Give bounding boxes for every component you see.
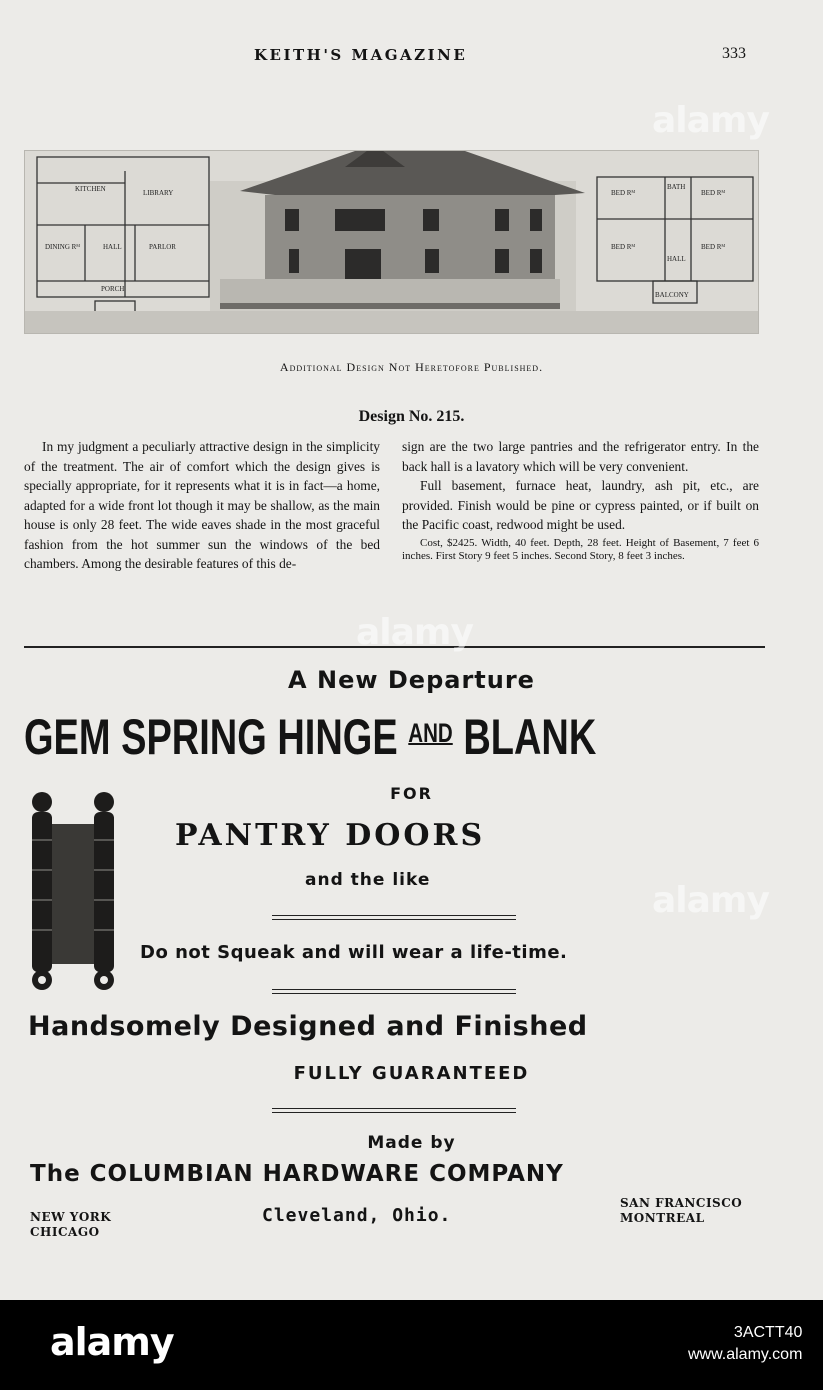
plan-label-bed-3: BED Rᴹ: [611, 243, 636, 251]
plan-label-upper-hall: HALL: [667, 255, 686, 263]
ad-rule: [272, 1108, 516, 1109]
ad-for: FOR: [390, 784, 433, 803]
ad-city: CHICAGO: [30, 1225, 100, 1239]
article-paragraph: In my judgment a peculiarly attractive design in the simplicity of the treatment. The air of comfort which the design gives is specially appropriate, for it represents what it is in fact—a home, adapted for a wide front lot though it may be shallow, as the main house is only 28 feet. The wide eaves shade in the most graceful fashion from the hot summer sun the windows of the bed chambers. Among the desirable features of this de-: [24, 439, 380, 571]
ad-city: NEW YORK: [30, 1210, 112, 1224]
ad-rule: [272, 919, 516, 920]
plan-label-porch: PORCH: [101, 285, 125, 293]
first-floor-plan: [37, 157, 209, 297]
ad-cities-right: [620, 1196, 742, 1226]
plan-label-library: LIBRARY: [143, 189, 174, 197]
plan-label-balcony: BALCONY: [655, 291, 689, 299]
article-column-2: [402, 437, 759, 563]
illustration-caption: Additional Design Not Heretofore Published.: [279, 360, 544, 374]
ad-product-part-1: GEM SPRING HINGE: [24, 709, 398, 765]
ad-city: MONTREAL: [620, 1211, 705, 1225]
article-paragraph: Full basement, furnace heat, laundry, ash pit, etc., are provided. Finish would be pine or cypress painted, or if built on the Pacific coast, redwood might be used.: [402, 478, 759, 532]
ad-and-like: and the like: [305, 870, 431, 890]
hinge-illustration: [28, 790, 123, 995]
article-title: Design No. 215.: [358, 408, 465, 425]
ad-company-name: The COLUMBIAN HARDWARE COMPANY: [30, 1161, 564, 1187]
ad-product-name: [24, 708, 597, 768]
magazine-title: KEITH'S MAGAZINE: [254, 46, 468, 64]
watermark: alamy: [652, 880, 769, 921]
site-domain: www.alamy.com: [688, 1346, 803, 1363]
plan-label-hall: HALL: [103, 243, 122, 251]
ad-claim: Do not Squeak and will wear a life-time.: [140, 942, 568, 963]
ad-city-main: Cleveland, Ohio.: [262, 1205, 452, 1226]
watermark: alamy: [652, 100, 769, 141]
watermark: alamy: [356, 612, 473, 653]
ad-rule: [272, 1112, 516, 1113]
stock-footer: [0, 1300, 823, 1390]
plan-label-bed-2: BED Rᴹ: [701, 189, 726, 197]
plan-label-bed-4: BED Rᴹ: [701, 243, 726, 251]
ad-rule: [272, 915, 516, 916]
article-specifications: Cost, $2425. Width, 40 feet. Depth, 28 feet. Height of Basement, 7 feet 6 inches. First Story 9 feet 5 inches. Second Story, 8 feet 3 inches.: [402, 536, 759, 562]
ad-rule: [272, 989, 516, 990]
plan-label-bed-1: BED Rᴹ: [611, 189, 636, 197]
plan-label-bath: BATH: [667, 183, 686, 191]
plan-label-parlor: PARLOR: [149, 243, 176, 251]
ad-use: PANTRY DOORS: [175, 818, 486, 853]
alamy-logo: alamy: [50, 1320, 174, 1364]
house-plans-drawing: [25, 151, 758, 333]
ad-rule: [272, 993, 516, 994]
plan-label-kitchen: KITCHEN: [75, 185, 106, 193]
page-header: [0, 46, 823, 68]
ad-headline: A New Departure: [288, 666, 535, 694]
image-id-block: [688, 1322, 802, 1366]
ad-tagline: Handsomely Designed and Finished: [28, 1011, 588, 1042]
ad-city: SAN FRANCISCO: [620, 1196, 743, 1210]
ad-guarantee: FULLY GUARANTEED: [293, 1063, 530, 1084]
ad-product-and: AND: [408, 718, 453, 748]
ad-made-by: Made by: [367, 1133, 456, 1153]
ad-cities-left: [30, 1210, 111, 1240]
article-paragraph-continued: sign are the two large pantries and the refrigerator entry. In the back hall is a lavatory which will be very convenient.: [402, 439, 759, 474]
house-illustration: [24, 150, 759, 334]
image-id: 3ACTT40: [733, 1324, 803, 1341]
article-column-1: [24, 437, 380, 574]
plan-label-dining: DINING Rᴹ: [45, 243, 81, 251]
ad-product-part-2: BLANK: [463, 709, 597, 765]
page-number: 333: [722, 45, 746, 62]
